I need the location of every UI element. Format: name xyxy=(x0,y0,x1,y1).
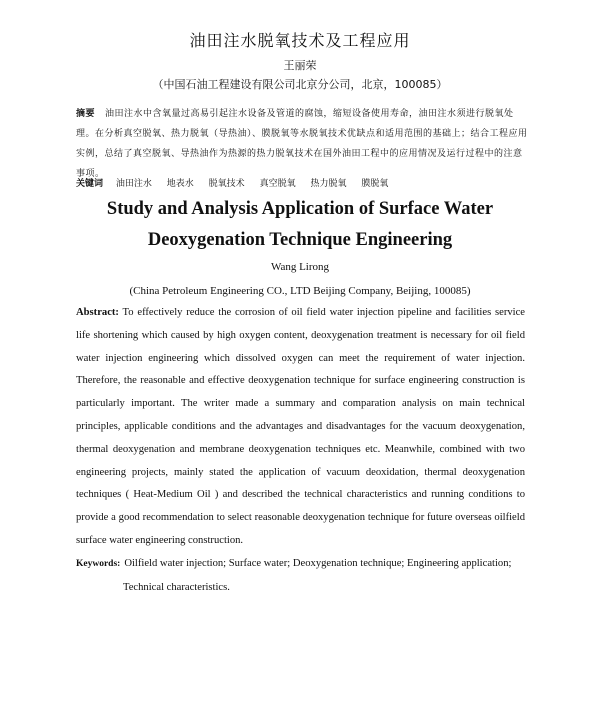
chinese-title: 油田注水脱氧技术及工程应用 xyxy=(189,31,411,50)
chinese-abstract-text: 油田注水中含氧量过高易引起注水设备及管道的腐蚀，缩短设备使用寿命，油田注水须进行脱氧处理。在分析真空脱氧、热力脱氧（导热油）、膜脱氧等水脱氧技术优缺点和适用范围的基础上；结合工程应用实例，总结了真空脱氧、导热油作为热源的热力脱氧技术在国外油田工程中的应用情况及运行过程中的注意事项。 xyxy=(76,109,528,179)
english-keywords xyxy=(76,552,525,599)
english-abstract-label: Abstract: xyxy=(76,307,119,318)
chinese-keywords xyxy=(76,176,531,189)
chinese-affiliation: （中国石油工程建设有限公司北京分公司，北京，100085） xyxy=(152,78,448,91)
english-author: Wang Lirong xyxy=(270,261,330,273)
english-affiliation: (China Petroleum Engineering CO., LTD Beijing Company, Beijing, 100085) xyxy=(129,285,471,297)
chinese-abstract xyxy=(76,104,531,184)
english-keywords-line-1: Oilfield water injection; Surface water; Deoxygenation technique; Engineering application; xyxy=(124,558,512,569)
english-title-line-2: Deoxygenation Technique Engineering xyxy=(147,230,453,250)
chinese-keyword: 脱氧技术 xyxy=(208,179,245,189)
chinese-keyword: 膜脱氧 xyxy=(361,179,389,189)
chinese-keyword: 热力脱氧 xyxy=(310,179,347,189)
chinese-author: 王丽荣 xyxy=(283,59,317,72)
english-abstract xyxy=(76,302,525,553)
chinese-keyword: 地表水 xyxy=(166,179,194,189)
chinese-keyword: 油田注水 xyxy=(115,179,152,189)
chinese-abstract-label: 摘要 xyxy=(76,109,96,119)
chinese-keyword: 真空脱氧 xyxy=(259,179,296,189)
english-abstract-text: To effectively reduce the corrosion of oil field water injection pipeline and facilities service life shortening which caused by high oxygen content, deoxygenation treatment is necessary for oil field water injection engineering which dissolved oxygen can meet the requirement of water injection. Therefore, the reasonable and effective deoxygenation technique for surface engineering construction is particularly important. The writer made a summary and comparation analysis on main technical principles, applicable conditions and the advantages and disadvantages for the vacuum deoxygenation, thermal deoxygenation and membrane deoxygenation techniques etc. Meanwhile, combined with two engineering projects, mainly stated the application of vacuum deoxidation, thermal deoxygenation techniques ( Heat-Medium Oil ) and described the technical characteristics and running conditions to provide a good recommendation to select reasonable deoxygenation technique for future overseas oilfield surface water engineering construction. xyxy=(76,307,525,546)
english-keywords-label: Keywords: xyxy=(76,559,121,569)
chinese-keywords-label: 关键词 xyxy=(76,179,104,189)
english-keywords-line-2: Technical characteristics. xyxy=(123,582,230,593)
english-title-line-1: Study and Analysis Application of Surface Water xyxy=(106,199,494,219)
